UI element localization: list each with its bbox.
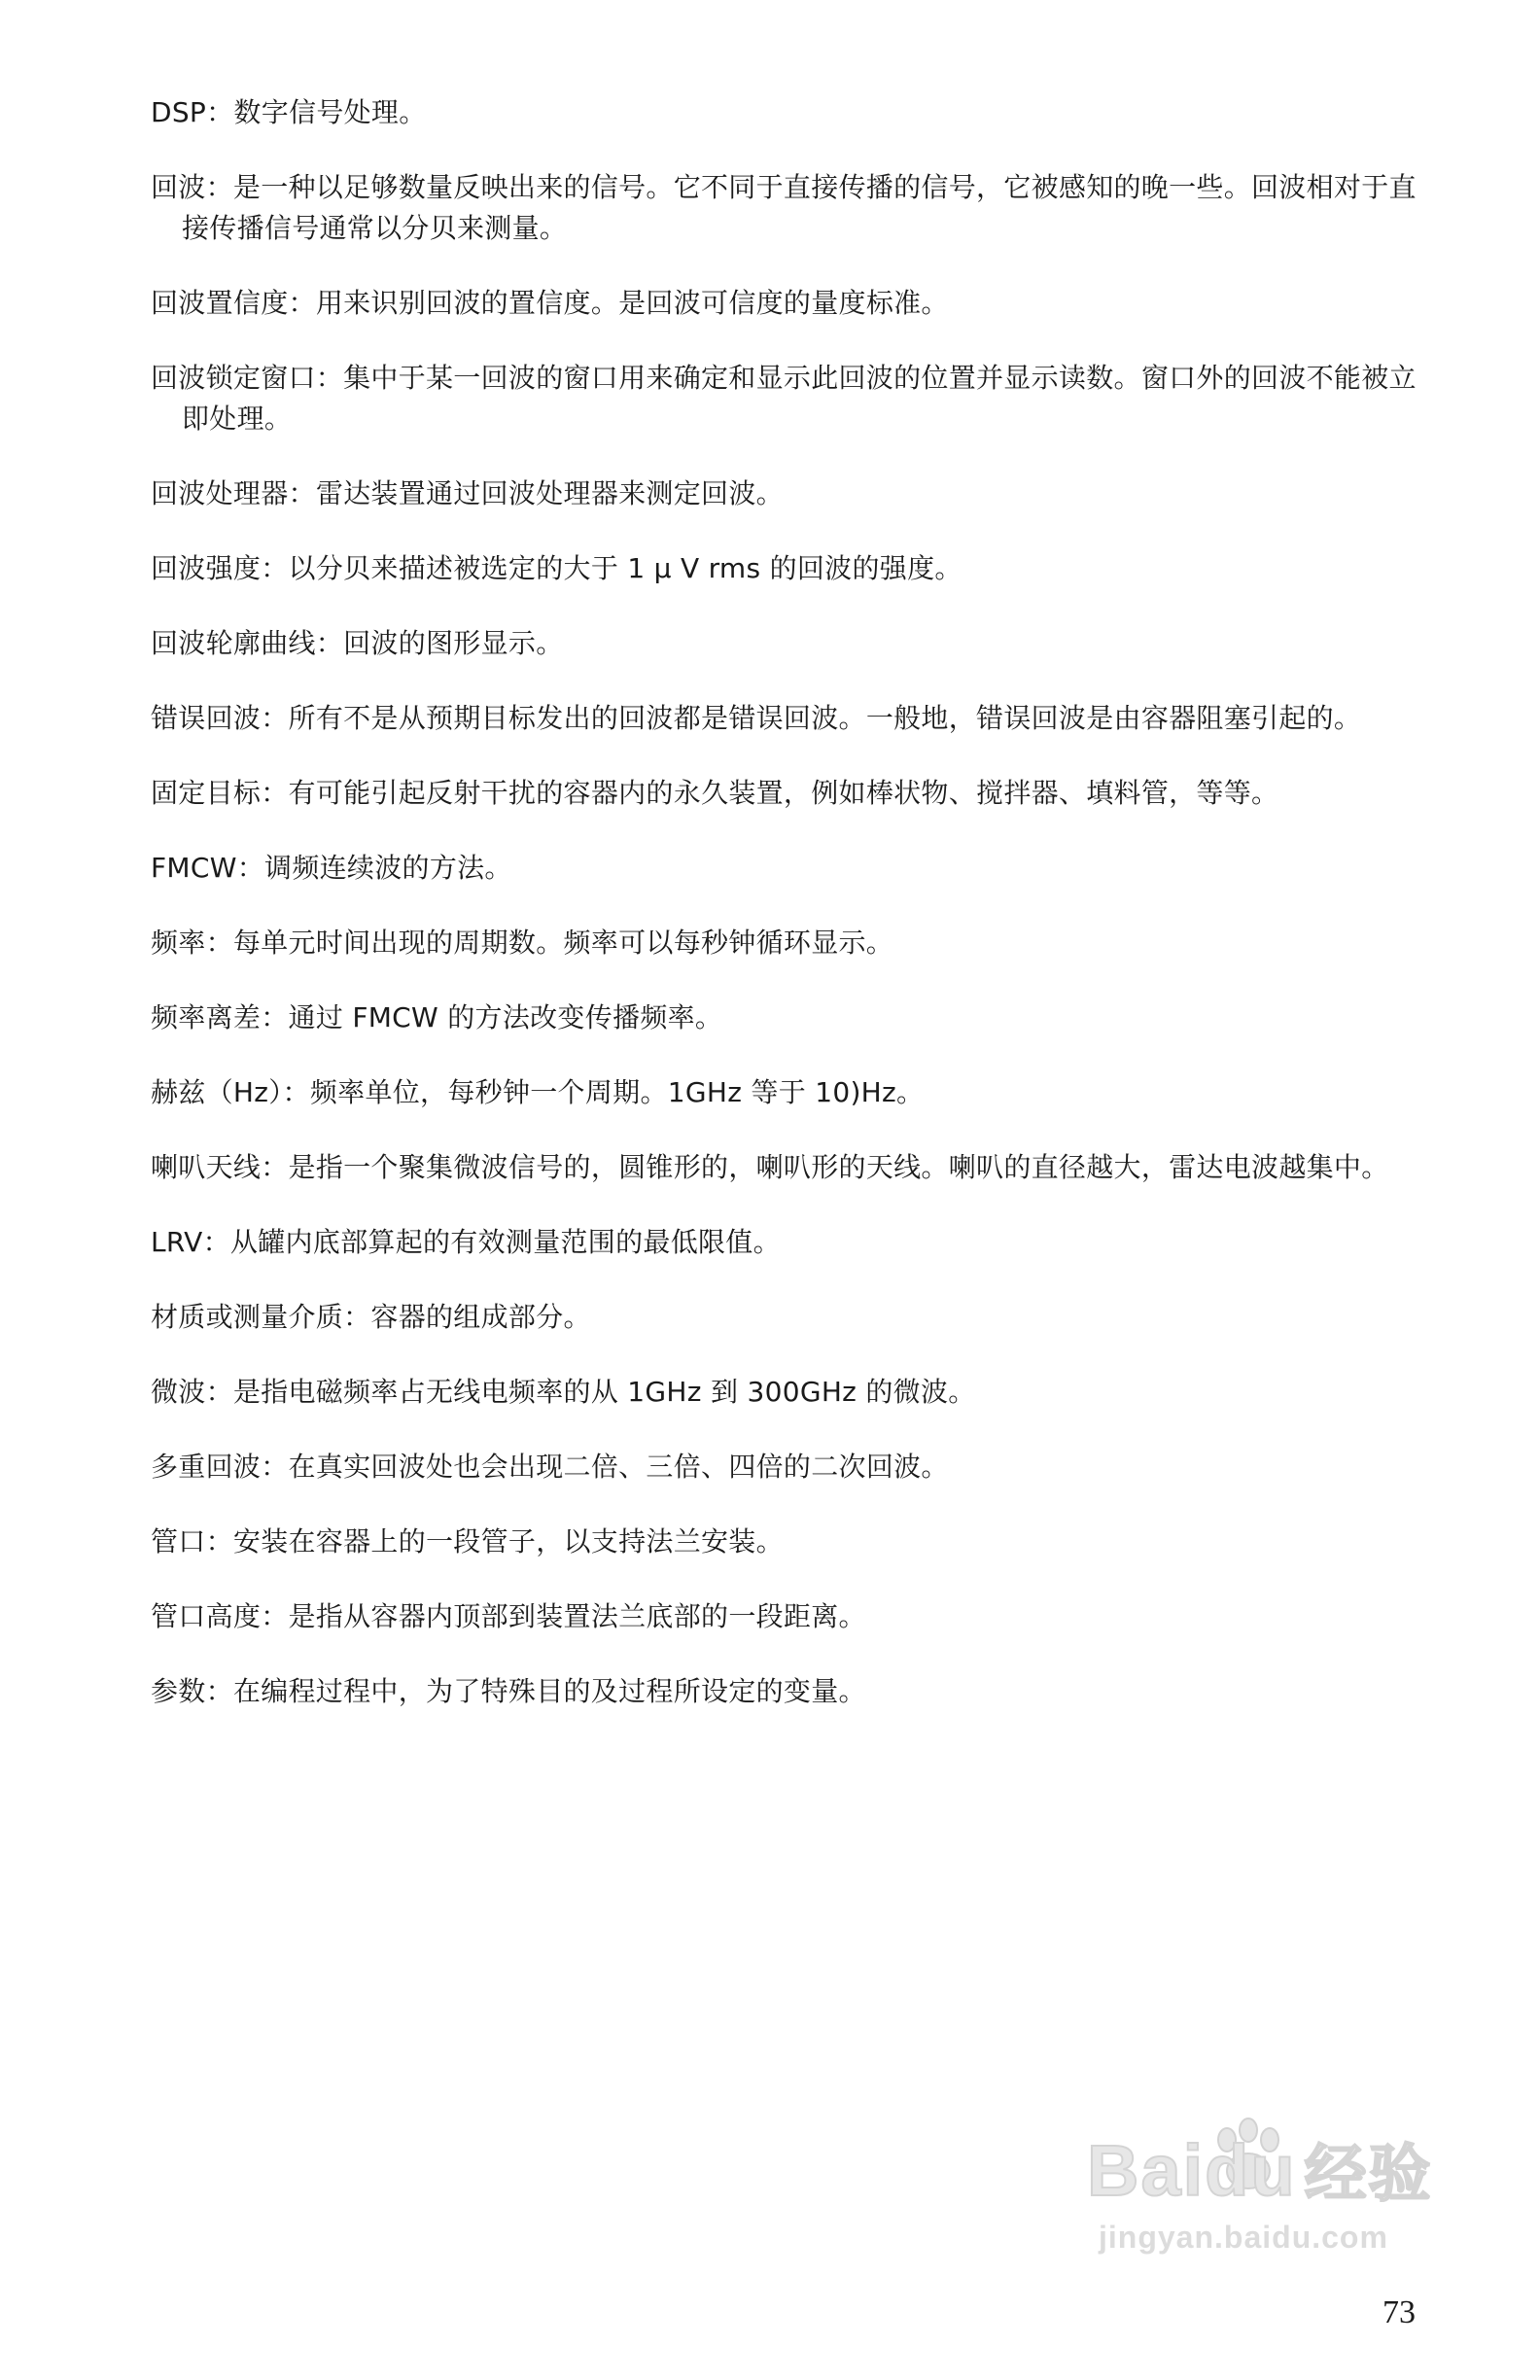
entry-term: 喇叭天线： [151,1151,289,1183]
glossary-entry-material [151,1297,1419,1338]
entry-definition: 集中于某一回波的窗口用来确定和显示此回波的位置并显示读数。窗口外的回波不能被立即处理。 [182,362,1417,435]
entry-term: LRV： [151,1226,230,1258]
glossary-entry-echo-profile [151,623,1419,664]
entry-term: 错误回波： [151,702,289,734]
glossary-entry-nozzle [151,1522,1419,1562]
entry-definition: 每单元时间出现的周期数。频率可以每秒钟循环显示。 [232,927,894,959]
entry-definition: 是指电磁频率占无线电频率的从 1GHz 到 300GHz 的微波。 [232,1376,976,1408]
glossary-entry-echo-strength [151,548,1419,589]
glossary-entry-horn-antenna [151,1147,1419,1188]
entry-definition: 安装在容器上的一段管子，以支持法兰安装。 [232,1525,784,1558]
entry-term: 固定目标： [151,777,289,809]
entry-definition: 所有不是从预期目标发出的回波都是错误回波。一般地，错误回波是由容器阻塞引起的。 [288,702,1362,734]
glossary-entry-lrv [151,1222,1419,1263]
entry-term: 赫兹（Hz）： [151,1076,310,1108]
entry-definition: 是指一个聚集微波信号的，圆锥形的，喇叭形的天线。喇叭的直径越大，雷达电波越集中。 [288,1151,1389,1183]
watermark-brand [1087,2124,1433,2214]
entry-term: 材质或测量介质： [151,1301,371,1333]
entry-definition: 从罐内底部算起的有效测量范围的最低限值。 [229,1226,781,1258]
entry-term: 管口高度： [151,1600,289,1632]
entry-term: 多重回波： [151,1451,289,1483]
entry-term: 回波轮廓曲线： [151,627,344,659]
entry-definition: 容器的组成部分。 [370,1301,591,1333]
glossary-entry-nozzle-height [151,1596,1419,1637]
entry-term: 管口： [151,1525,233,1558]
watermark-brand-latin: Bai [1087,2130,1206,2211]
glossary-entry-fixed-target [151,773,1419,814]
glossary-entry-frequency-sweep [151,998,1419,1038]
entry-definition: 是指从容器内顶部到装置法兰底部的一段距离。 [288,1600,866,1632]
glossary-entry-frequency [151,923,1419,963]
glossary-list [151,92,1419,1746]
watermark-url: jingyan.baidu.com [1099,2220,1388,2255]
entry-definition: 用来识别回波的置信度。是回波可信度的量度标准。 [315,287,949,319]
glossary-entry-echo-lock-window [151,358,1419,439]
entry-term: 频率离差： [151,1001,289,1033]
glossary-entry-hertz [151,1072,1419,1113]
entry-term: 参数： [151,1675,233,1707]
glossary-entry-echo [151,167,1419,249]
entry-definition: 调频连续波的方法。 [264,852,512,884]
baidu-jingyan-watermark [1087,2124,1476,2270]
glossary-entry-microwave [151,1372,1419,1413]
entry-definition: 频率单位，每秒钟一个周期。1GHz 等于 10)Hz。 [309,1076,925,1108]
entry-term: 回波： [151,171,233,203]
entry-term: DSP： [151,96,234,128]
entry-term: 频率： [151,927,233,959]
glossary-entry-multiple-echo [151,1447,1419,1488]
entry-definition: 有可能引起反射干扰的容器内的永久装置，例如棒状物、搅拌器、填料管，等等。 [288,777,1279,809]
entry-definition: 回波的图形显示。 [343,627,564,659]
glossary-entry-echo-confidence [151,283,1419,324]
entry-definition: 以分贝来描述被选定的大于 1 µ V rms 的回波的强度。 [288,552,962,584]
entry-definition: 在真实回波处也会出现二倍、三倍、四倍的二次回波。 [288,1451,949,1483]
entry-definition: 是一种以足够数量反映出来的信号。它不同于直接传播的信号，它被感知的晚一些。回波相对于直接传播信号通常以分贝来测量。 [182,171,1417,244]
glossary-entry-false-echo [151,698,1419,739]
entry-term: 回波置信度： [151,287,316,319]
entry-definition: 雷达装置通过回波处理器来测定回波。 [315,477,784,509]
entry-definition: 数字信号处理。 [233,96,427,128]
entry-definition: 在编程过程中，为了特殊目的及过程所设定的变量。 [232,1675,866,1707]
glossary-entry-echo-processor [151,473,1419,514]
entry-term: 微波： [151,1376,233,1408]
page-number: 73 [1382,2294,1416,2330]
watermark-brand-du: du [1205,2130,1297,2211]
entry-term: 回波强度： [151,552,289,584]
glossary-entry-dsp [151,92,1419,133]
entry-definition: 通过 FMCW 的方法改变传播频率。 [288,1001,723,1033]
entry-term: FMCW： [151,852,265,884]
glossary-entry-fmcw [151,848,1419,889]
entry-term: 回波处理器： [151,477,316,509]
entry-term: 回波锁定窗口： [151,362,344,394]
watermark-brand-cn: 经验 [1304,2139,1433,2211]
glossary-entry-parameter [151,1671,1419,1712]
